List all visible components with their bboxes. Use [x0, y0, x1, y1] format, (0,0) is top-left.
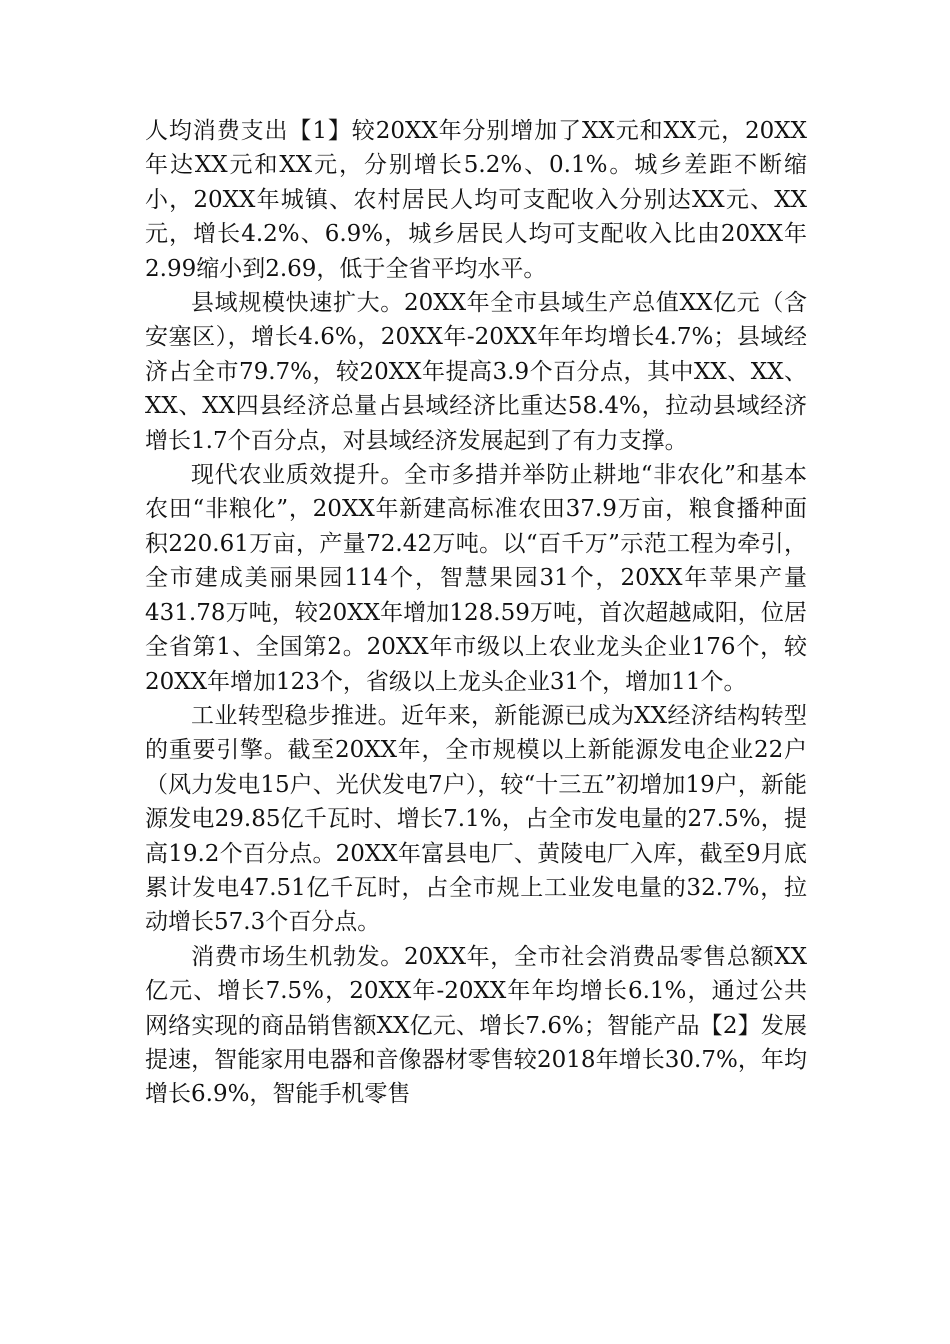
paragraph-industrial-transformation: 工业转型稳步推进。近年来，新能源已成为XX经济结构转型的重要引擎。截至20XX年，全市规模以上新能源发电企业22户（风力发电15户、光伏发电7户），较“十三五”初增加19户，新能源发电29.85亿千瓦时、增长7.1%，占全市发电量的27.5%，提高19.2个百分点。20XX年富县电厂、黄陵电厂入库，截至9月底累计发电47.51亿千瓦时，占全市规上工业发电量的32.7%，拉动增长57.3个百分点。 — [145, 702, 807, 936]
paragraph-modern-agriculture: 现代农业质效提升。全市多措并举防止耕地“非农化”和基本农田“非粮化”，20XX年新建高标准农田37.9万亩，粮食播种面积220.61万亩，产量72.42万吨。以“百千万”示范工程为牵引，全市建成美丽果园114个，智慧果园31个，20XX年苹果产量431.78万吨，较20XX年增加128.59万吨，首次超越咸阳，位居全省第1、全国第2。20XX年市级以上农业龙头企业176个，较20XX年增加123个，省级以上龙头企业31个，增加11个。 — [145, 462, 807, 695]
paragraph-income-continuation: 人均消费支出【1】较20XX年分别增加了XX元和XX元，20XX年达XX元和XX元，分别增长5.2%、0.1%。城乡差距不断缩小，20XX年城镇、农村居民人均可支配收入分别达XX元、XX元，增长4.2%、6.9%，城乡居民人均可支配收入比由20XX年2.99缩小到2.69，低于全省平均水平。 — [145, 118, 807, 282]
document-page — [145, 114, 807, 1112]
paragraph-county-scale: 县域规模快速扩大。20XX年全市县域生产总值XX亿元（含安塞区），增长4.6%，20XX年-20XX年年均增长4.7%；县域经济占全市79.7%，较20XX年提高3.9个百分点，其中XX、XX、XX、XX四县经济总量占县域经济比重达58.4%，拉动县域经济增长1.7个百分点，对县域经济发展起到了有力支撑。 — [145, 290, 807, 454]
paragraph-consumer-market: 消费市场生机勃发。20XX年，全市社会消费品零售总额XX亿元、增长7.5%，20XX年-20XX年年均增长6.1%，通过公共网络实现的商品销售额XX亿元、增长7.6%；智能产品【2】发展提速，智能家用电器和音像器材零售较2018年增长30.7%，年均增长6.9%，智能手机零售 — [145, 943, 807, 1108]
